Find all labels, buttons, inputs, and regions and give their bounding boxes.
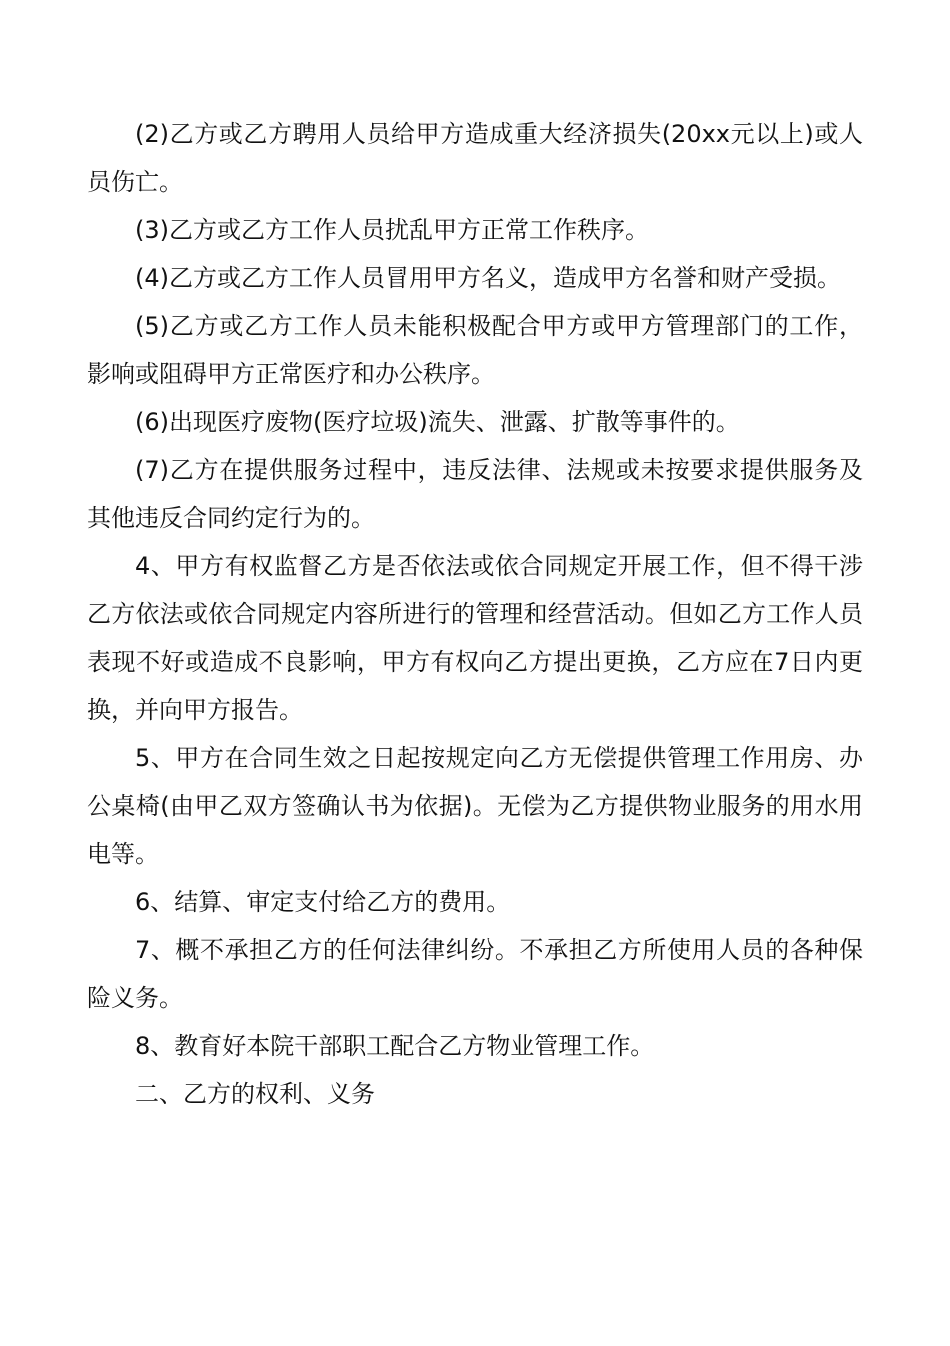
paragraph-item-5: (5)乙方或乙方工作人员未能积极配合甲方或甲方管理部门的工作，影响或阻碍甲方正常医疗和办公秩序。: [87, 312, 863, 388]
paragraph-clause-6: 6、结算、审定支付给乙方的费用。: [135, 888, 511, 916]
document-body: [87, 110, 863, 1118]
paragraph-item-7: (7)乙方在提供服务过程中，违反法律、法规或未按要求提供服务及其他违反合同约定行为的。: [87, 456, 863, 532]
paragraph-item-3: (3)乙方或乙方工作人员扰乱甲方正常工作秩序。: [135, 216, 649, 244]
paragraph-item-4: (4)乙方或乙方工作人员冒用甲方名义，造成甲方名誉和财产受损。: [135, 264, 841, 292]
paragraph-clause-5: 5、甲方在合同生效之日起按规定向乙方无偿提供管理工作用房、办公桌椅(由甲乙双方签确认书为依据)。无偿为乙方提供物业服务的用水用电等。: [87, 744, 863, 868]
section-heading: 二、乙方的权利、义务: [135, 1080, 375, 1108]
paragraph-clause-4: 4、甲方有权监督乙方是否依法或依合同规定开展工作，但不得干涉乙方依法或依合同规定内容所进行的管理和经营活动。但如乙方工作人员表现不好或造成不良影响，甲方有权向乙方提出更换，乙方应在7日内更换，并向甲方报告。: [87, 552, 863, 724]
paragraph-clause-8: 8、教育好本院干部职工配合乙方物业管理工作。: [135, 1032, 655, 1060]
paragraph-item-2: (2)乙方或乙方聘用人员给甲方造成重大经济损失(20xx元以上)或人员伤亡。: [87, 120, 863, 196]
paragraph-item-6: (6)出现医疗废物(医疗垃圾)流失、泄露、扩散等事件的。: [135, 408, 740, 436]
paragraph-clause-7: 7、概不承担乙方的任何法律纠纷。不承担乙方所使用人员的各种保险义务。: [87, 936, 863, 1012]
